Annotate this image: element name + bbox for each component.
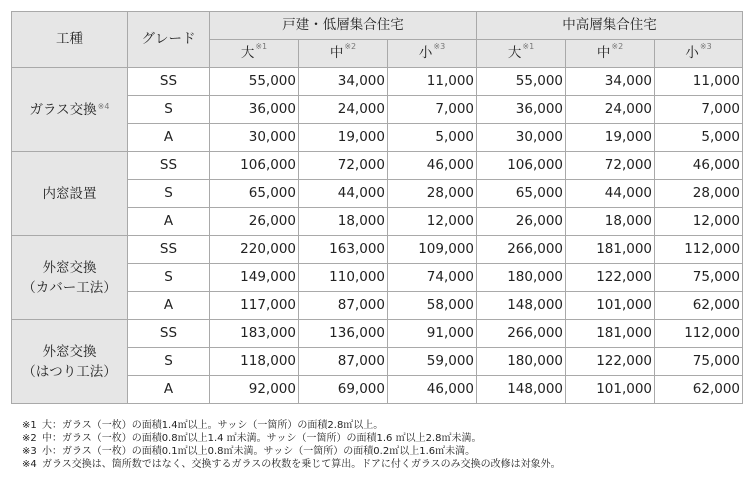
price-cell: 26,000 [477, 208, 566, 236]
table-row [12, 152, 743, 180]
price-cell: 101,000 [566, 376, 655, 404]
price-cell: 62,000 [655, 292, 743, 320]
table-row [12, 68, 743, 96]
footnote-number: ※2 [22, 433, 37, 444]
price-cell: 65,000 [477, 180, 566, 208]
work-type-cell [12, 320, 128, 404]
price-cell: 112,000 [655, 320, 743, 348]
price-cell: 55,000 [210, 68, 299, 96]
grade-cell: S [128, 264, 210, 292]
grade-cell: S [128, 96, 210, 124]
grade-cell: SS [128, 68, 210, 96]
footnote-text: ガラス交換は、箇所数ではなく、交換するガラスの枚数を乗じて算出。ドアに付くガラスのみ交換の改修は対象外。 [42, 459, 561, 470]
price-cell: 18,000 [299, 208, 388, 236]
price-cell: 180,000 [477, 348, 566, 376]
price-cell: 148,000 [477, 376, 566, 404]
price-cell: 72,000 [566, 152, 655, 180]
footnote-mark: ※4 [97, 101, 110, 111]
price-cell: 74,000 [388, 264, 477, 292]
grade-cell: A [128, 376, 210, 404]
grade-cell: SS [128, 320, 210, 348]
price-table-body [12, 68, 743, 404]
price-cell: 24,000 [566, 96, 655, 124]
header-row-groups [12, 12, 743, 40]
table-row [12, 320, 743, 348]
grade-cell: A [128, 124, 210, 152]
price-cell: 7,000 [388, 96, 477, 124]
work-type-label: 内窓設置 [42, 185, 97, 202]
price-cell: 87,000 [299, 348, 388, 376]
footnote-number: ※1 [22, 420, 37, 431]
price-cell: 75,000 [655, 348, 743, 376]
work-type-label: 外窓交換 [42, 259, 97, 276]
grade-cell: A [128, 292, 210, 320]
price-cell: 18,000 [566, 208, 655, 236]
footnote-text: 小：ガラス（一枚）の面積0.1㎡以上0.8㎡未満。サッシ（一箇所）の面積0.2㎡以上1.6㎡未満。 [42, 446, 476, 457]
grade-cell: SS [128, 236, 210, 264]
price-cell: 11,000 [655, 68, 743, 96]
price-cell: 46,000 [388, 376, 477, 404]
price-cell: 44,000 [299, 180, 388, 208]
price-cell: 180,000 [477, 264, 566, 292]
price-cell: 65,000 [210, 180, 299, 208]
price-cell: 112,000 [655, 236, 743, 264]
price-cell: 62,000 [655, 376, 743, 404]
grade-cell: A [128, 208, 210, 236]
footnote-number: ※4 [22, 459, 37, 470]
price-cell: 136,000 [299, 320, 388, 348]
price-cell: 11,000 [388, 68, 477, 96]
price-cell: 106,000 [210, 152, 299, 180]
header-group-midrise: 中高層集合住宅 [477, 12, 743, 40]
table-row [12, 236, 743, 264]
price-cell: 91,000 [388, 320, 477, 348]
header-size-large: 大$^{※1}$ [210, 40, 299, 68]
price-cell: 87,000 [299, 292, 388, 320]
work-type-cell [12, 152, 128, 236]
price-cell: 58,000 [388, 292, 477, 320]
price-cell: 7,000 [655, 96, 743, 124]
footnote-text: 大：ガラス（一枚）の面積1.4㎡以上。サッシ（一箇所）の面積2.8㎡以上。 [42, 420, 384, 431]
price-cell: 69,000 [299, 376, 388, 404]
price-cell: 46,000 [388, 152, 477, 180]
price-cell: 183,000 [210, 320, 299, 348]
price-cell: 12,000 [655, 208, 743, 236]
price-cell: 72,000 [299, 152, 388, 180]
work-type-label: （はつり工法） [22, 363, 117, 380]
price-cell: 220,000 [210, 236, 299, 264]
price-cell: 55,000 [477, 68, 566, 96]
subsidy-price-table [11, 11, 743, 404]
price-cell: 101,000 [566, 292, 655, 320]
footnotes [22, 419, 561, 471]
price-cell: 92,000 [210, 376, 299, 404]
footnote-item [22, 458, 561, 471]
price-cell: 109,000 [388, 236, 477, 264]
header-size-small: 小$^{※3}$ [655, 40, 743, 68]
footnote-item [22, 432, 561, 445]
footnote-text: 中：ガラス（一枚）の面積0.8㎡以上1.4 ㎡未満。サッシ（一箇所）の面積1.6 ㎡以上2.8㎡未満。 [42, 433, 482, 444]
price-cell: 26,000 [210, 208, 299, 236]
price-cell: 36,000 [210, 96, 299, 124]
work-type-label: （カバー工法） [22, 279, 117, 296]
header-group-detached: 戸建・低層集合住宅 [210, 12, 477, 40]
grade-cell: S [128, 348, 210, 376]
footnote-number: ※3 [22, 446, 37, 457]
price-cell: 5,000 [388, 124, 477, 152]
price-table-container [11, 11, 743, 404]
price-cell: 181,000 [566, 320, 655, 348]
work-type-text: ガラス交換 [29, 101, 97, 118]
price-cell: 110,000 [299, 264, 388, 292]
header-size-small: 小$^{※3}$ [388, 40, 477, 68]
price-cell: 149,000 [210, 264, 299, 292]
price-cell: 36,000 [477, 96, 566, 124]
price-cell: 266,000 [477, 320, 566, 348]
price-cell: 34,000 [299, 68, 388, 96]
price-cell: 44,000 [566, 180, 655, 208]
price-cell: 30,000 [477, 124, 566, 152]
grade-cell: S [128, 180, 210, 208]
price-cell: 30,000 [210, 124, 299, 152]
header-size-medium: 中$^{※2}$ [299, 40, 388, 68]
price-cell: 266,000 [477, 236, 566, 264]
price-cell: 122,000 [566, 348, 655, 376]
grade-cell: SS [128, 152, 210, 180]
price-cell: 118,000 [210, 348, 299, 376]
price-cell: 28,000 [655, 180, 743, 208]
header-size-medium: 中$^{※2}$ [566, 40, 655, 68]
header-size-large: 大$^{※1}$ [477, 40, 566, 68]
work-type-cell [12, 68, 128, 152]
price-cell: 181,000 [566, 236, 655, 264]
price-cell: 59,000 [388, 348, 477, 376]
price-cell: 148,000 [477, 292, 566, 320]
work-type-cell [12, 236, 128, 320]
work-type-label [12, 100, 127, 120]
price-cell: 34,000 [566, 68, 655, 96]
price-cell: 75,000 [655, 264, 743, 292]
price-cell: 5,000 [655, 124, 743, 152]
header-work-type: 工種 [12, 12, 128, 68]
footnote-item [22, 445, 561, 458]
work-type-label: 外窓交換 [42, 343, 97, 360]
price-cell: 106,000 [477, 152, 566, 180]
price-cell: 12,000 [388, 208, 477, 236]
header-grade: グレード [128, 12, 210, 68]
price-cell: 24,000 [299, 96, 388, 124]
price-cell: 46,000 [655, 152, 743, 180]
price-cell: 122,000 [566, 264, 655, 292]
price-cell: 19,000 [566, 124, 655, 152]
price-cell: 163,000 [299, 236, 388, 264]
price-cell: 117,000 [210, 292, 299, 320]
footnote-item [22, 419, 561, 432]
price-cell: 28,000 [388, 180, 477, 208]
price-cell: 19,000 [299, 124, 388, 152]
